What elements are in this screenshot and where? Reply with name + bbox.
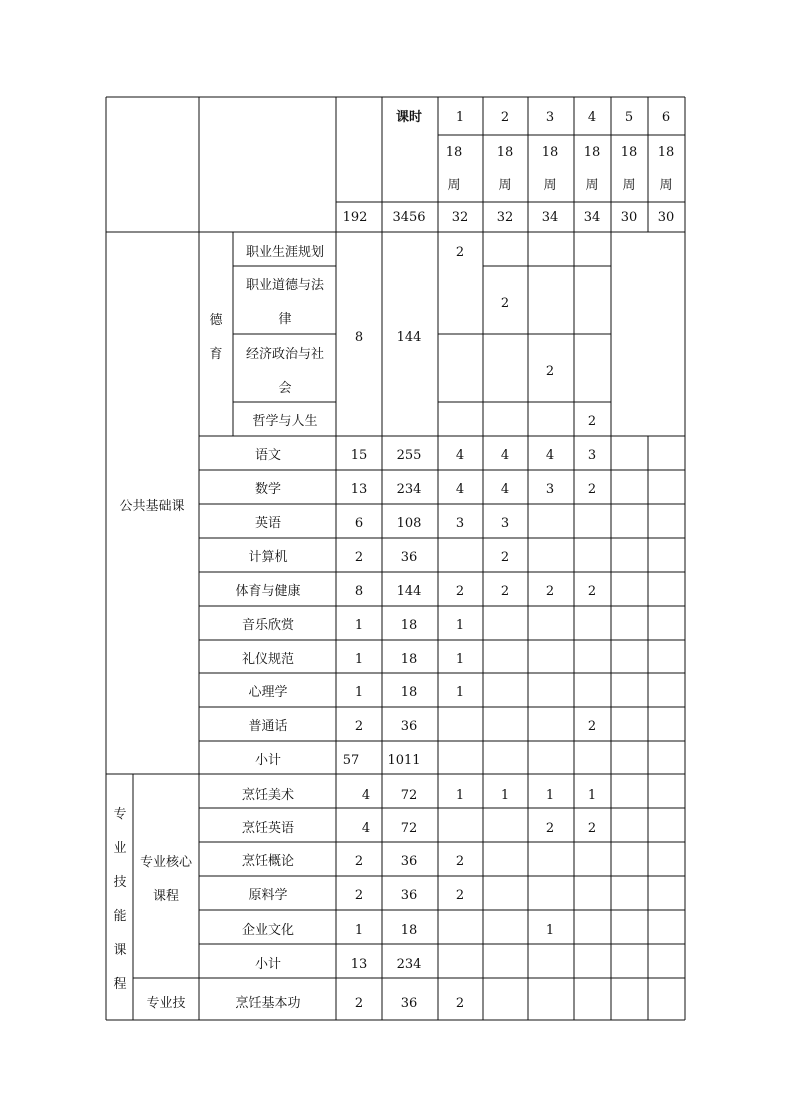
semester-number: 4 [587,110,597,125]
semester-weekly-hours: 32 [496,210,514,225]
course-credits: 4 [361,788,371,803]
course-name: 烹饪基本功 [235,996,301,1011]
course-credits: 2 [354,719,364,734]
course-name: 企业文化 [241,923,295,938]
course-name: 语文 [254,448,282,463]
course-week-hours: 2 [500,550,510,565]
course-credits: 6 [354,516,364,531]
course-week-hours: 2 [587,719,597,734]
course-week-hours: 4 [545,448,555,463]
moral-hours: 144 [396,330,422,345]
course-credits: 13 [350,482,368,497]
course-hours: 18 [400,652,418,667]
course-credits: 4 [361,821,371,836]
course-name: 职业生涯规划 [245,245,325,260]
course-week-hours: 1 [455,685,465,700]
course-week-hours: 4 [500,448,510,463]
course-credits: 8 [354,584,364,599]
course-week-hours: 2 [455,584,465,599]
total-credits: 192 [342,210,368,225]
course-hours: 234 [396,957,422,972]
course-name: 小计 [254,957,282,972]
course-week-hours: 3 [587,448,597,463]
semester-week-unit: 周 [543,178,557,193]
course-credits: 2 [354,888,364,903]
course-name: 普通话 [248,719,288,734]
semester-weeks: 18 [583,145,601,160]
course-week-hours: 4 [455,448,465,463]
course-week-hours: 1 [500,788,510,803]
course-week-hours: 2 [500,584,510,599]
course-week-hours: 1 [545,923,555,938]
course-name: 原料学 [248,888,288,903]
course-credits: 1 [354,652,364,667]
semester-weekly-hours: 30 [657,210,675,225]
course-week-hours: 2 [587,414,597,429]
course-week-hours: 3 [545,482,555,497]
course-week-hours: 3 [500,516,510,531]
course-week-hours: 1 [587,788,597,803]
semester-week-unit: 周 [622,178,636,193]
course-credits: 1 [354,923,364,938]
course-hours: 36 [400,550,418,565]
course-week-hours: 2 [455,996,465,1011]
semester-number: 5 [624,110,634,125]
course-credits: 2 [354,996,364,1011]
hours-header: 课时 [395,110,423,125]
course-week-hours: 2 [455,854,465,869]
course-week-hours: 4 [500,482,510,497]
course-week-hours: 3 [455,516,465,531]
course-week-hours: 1 [455,788,465,803]
semester-weekly-hours: 30 [620,210,638,225]
semester-weeks: 18 [657,145,675,160]
course-hours: 72 [400,788,418,803]
course-name: 礼仪规范 [241,652,295,667]
semester-week-unit: 周 [585,178,599,193]
course-name: 音乐欣赏 [241,618,295,633]
course-credits: 2 [354,854,364,869]
semester-weekly-hours: 34 [583,210,601,225]
moral-credits: 8 [354,330,364,345]
total-hours: 3456 [392,210,426,225]
group-professional-skill: 专业技 [146,996,186,1011]
course-name: 体育与健康 [235,584,301,599]
semester-number: 2 [500,110,510,125]
course-week-hours: 1 [455,652,465,667]
course-credits: 1 [354,618,364,633]
semester-weekly-hours: 32 [451,210,469,225]
course-credits: 1 [354,685,364,700]
semester-week-unit: 周 [447,178,461,193]
group-moral-education: 德育 [209,313,223,362]
course-week-hours: 2 [545,364,555,379]
semester-number: 6 [661,110,671,125]
course-hours: 36 [400,888,418,903]
course-hours: 18 [400,685,418,700]
course-hours: 144 [396,584,422,599]
category-professional-skills: 专业技能课程 [113,807,127,992]
course-name: 烹饪英语 [241,821,295,836]
course-week-hours: 1 [455,618,465,633]
course-week-hours: 2 [545,584,555,599]
course-name: 哲学与人生 [252,414,318,429]
course-credits: 13 [350,957,368,972]
course-name: 心理学 [248,685,288,700]
semester-week-unit: 周 [659,178,673,193]
course-name: 烹饪概论 [241,854,295,869]
category-public-basic: 公共基础课 [119,499,185,514]
course-hours: 36 [400,719,418,734]
semester-weeks: 18 [541,145,559,160]
semester-number: 1 [455,110,465,125]
course-name: 英语 [254,516,282,531]
course-credits: 15 [350,448,368,463]
course-week-hours: 2 [587,482,597,497]
course-hours: 234 [396,482,422,497]
course-name: 烹饪美术 [241,788,295,803]
course-name: 经济政治与社会 [245,347,324,396]
course-credits: 2 [354,550,364,565]
course-week-hours: 2 [455,245,465,260]
course-hours: 36 [400,996,418,1011]
group-professional-core: 专业核心课程 [139,855,192,904]
course-week-hours: 2 [500,296,510,311]
course-week-hours: 2 [587,821,597,836]
course-hours: 72 [400,821,418,836]
course-week-hours: 4 [455,482,465,497]
course-name: 小计 [254,753,282,768]
course-hours: 18 [400,923,418,938]
course-name: 计算机 [248,550,288,565]
course-hours: 36 [400,854,418,869]
course-week-hours: 2 [545,821,555,836]
semester-week-unit: 周 [498,178,512,193]
course-hours: 108 [396,516,422,531]
semester-weeks: 18 [445,145,463,160]
course-week-hours: 1 [545,788,555,803]
semester-weeks: 18 [620,145,638,160]
semester-number: 3 [545,110,555,125]
course-credits: 57 [342,753,360,768]
course-hours: 1011 [387,753,421,768]
course-week-hours: 2 [587,584,597,599]
course-name: 数学 [254,482,282,497]
course-name: 职业道德与法律 [245,278,324,327]
course-hours: 18 [400,618,418,633]
course-hours: 255 [396,448,422,463]
semester-weekly-hours: 34 [541,210,559,225]
semester-weeks: 18 [496,145,514,160]
course-week-hours: 2 [455,888,465,903]
